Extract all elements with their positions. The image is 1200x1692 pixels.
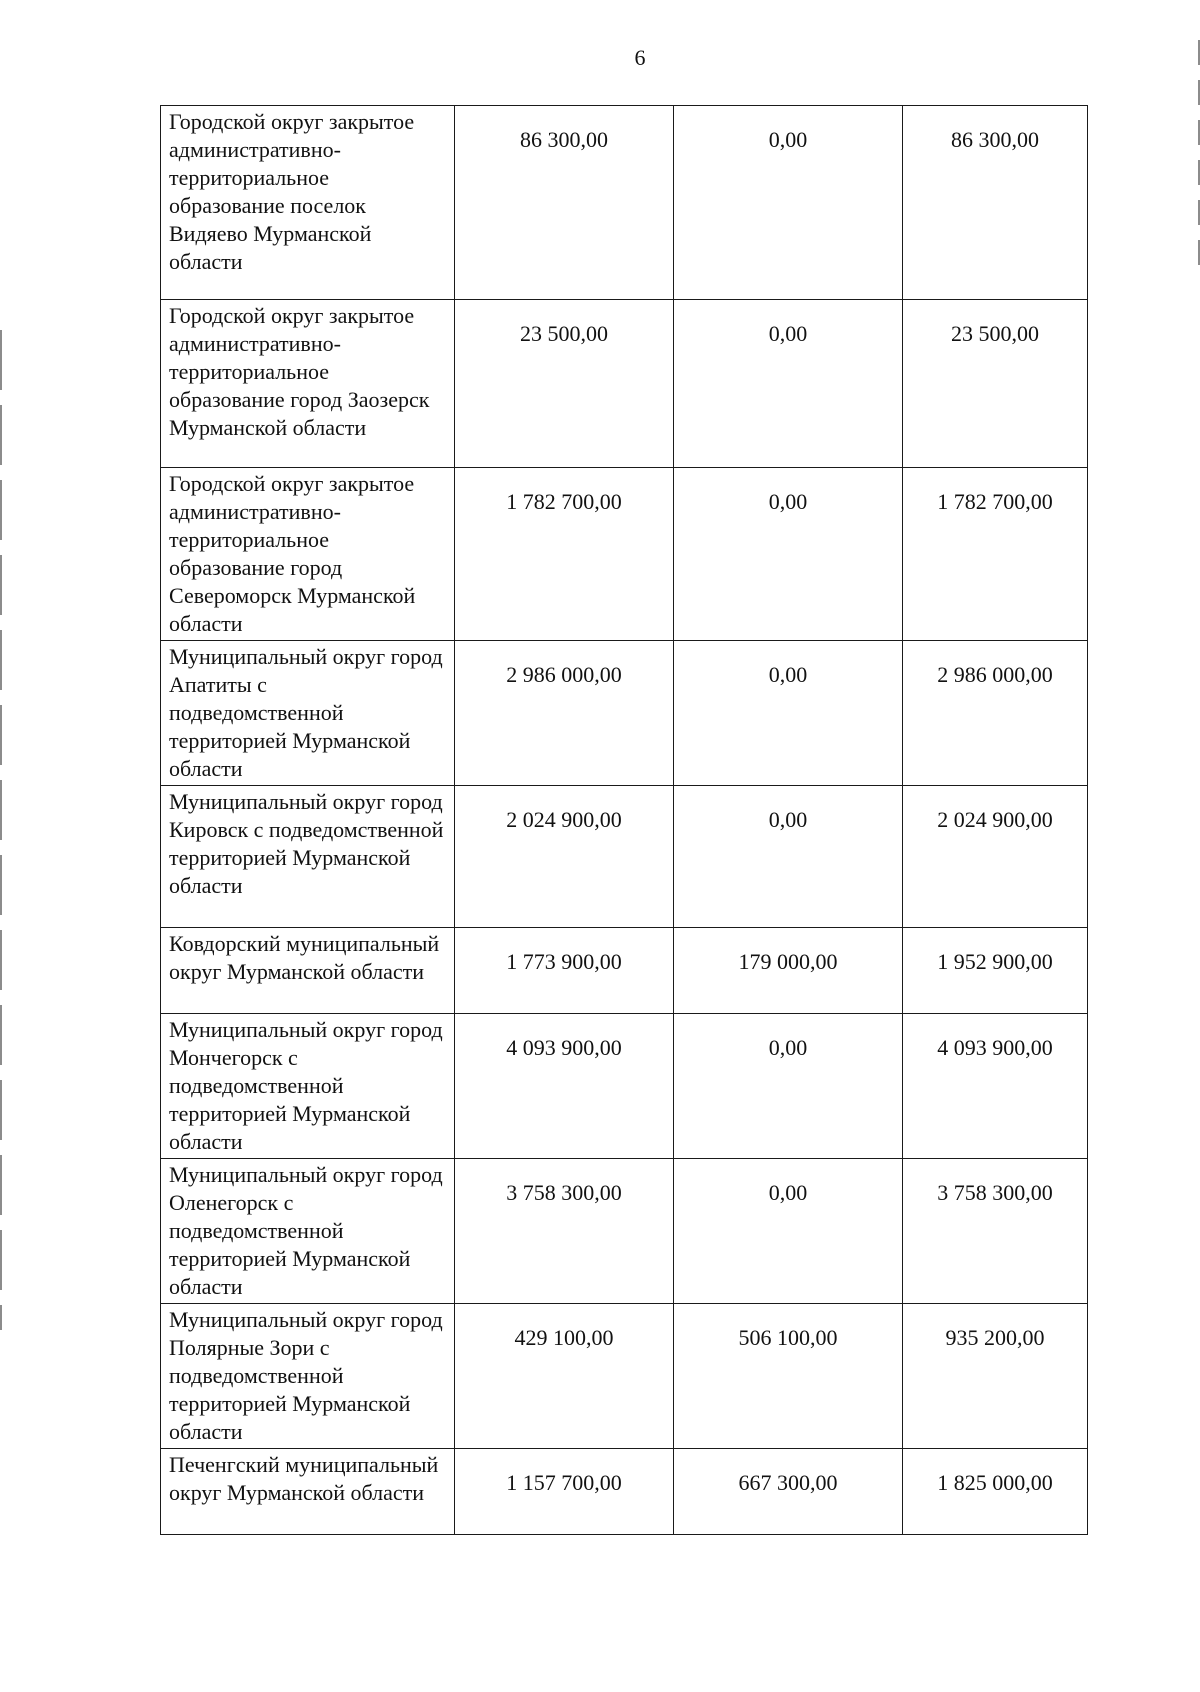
municipality-name: Городской округ закрытое административно-территориальное образование поселок Видяево Мурманской области bbox=[161, 106, 455, 300]
amount-cell-total: 23 500,00 bbox=[903, 300, 1088, 468]
amount-cell-1: 3 758 300,00 bbox=[455, 1159, 674, 1304]
municipality-name: Городской округ закрытое административно-территориальное образование город Североморск Мурманской области bbox=[161, 468, 455, 641]
table-row bbox=[161, 641, 1088, 786]
amount-cell-2: 0,00 bbox=[674, 1014, 903, 1159]
table-row bbox=[161, 1014, 1088, 1159]
table-row bbox=[161, 1159, 1088, 1304]
scan-edge-mark-left bbox=[0, 330, 2, 1330]
municipality-name: Муниципальный округ город Апатиты с подведомственной территорией Мурманской области bbox=[161, 641, 455, 786]
amount-cell-2: 0,00 bbox=[674, 468, 903, 641]
amount-cell-total: 4 093 900,00 bbox=[903, 1014, 1088, 1159]
municipality-name: Муниципальный округ город Полярные Зори с подведомственной территорией Мурманской области bbox=[161, 1304, 455, 1449]
page-number: 6 bbox=[634, 45, 646, 70]
amount-cell-1: 2 986 000,00 bbox=[455, 641, 674, 786]
amount-cell-1: 23 500,00 bbox=[455, 300, 674, 468]
amount-cell-1: 429 100,00 bbox=[455, 1304, 674, 1449]
table-row bbox=[161, 1304, 1088, 1449]
amount-cell-2: 0,00 bbox=[674, 1159, 903, 1304]
municipality-name: Городской округ закрытое административно-территориальное образование город Заозерск Мурманской области bbox=[161, 300, 455, 468]
amount-cell-total: 3 758 300,00 bbox=[903, 1159, 1088, 1304]
table-row bbox=[161, 786, 1088, 928]
municipality-name: Муниципальный округ город Кировск с подведомственной территорией Мурманской области bbox=[161, 786, 455, 928]
amount-cell-total: 2 024 900,00 bbox=[903, 786, 1088, 928]
table-row bbox=[161, 928, 1088, 1014]
amount-cell-total: 935 200,00 bbox=[903, 1304, 1088, 1449]
table-row bbox=[161, 468, 1088, 641]
amount-cell-1: 86 300,00 bbox=[455, 106, 674, 300]
amount-cell-2: 0,00 bbox=[674, 300, 903, 468]
amount-cell-1: 4 093 900,00 bbox=[455, 1014, 674, 1159]
table-row bbox=[161, 106, 1088, 300]
municipality-name: Печенгский муниципальный округ Мурманской области bbox=[161, 1449, 455, 1535]
amount-cell-total: 2 986 000,00 bbox=[903, 641, 1088, 786]
municipality-name: Ковдорский муниципальный округ Мурманской области bbox=[161, 928, 455, 1014]
amount-cell-2: 0,00 bbox=[674, 786, 903, 928]
table-row bbox=[161, 300, 1088, 468]
amount-cell-1: 1 782 700,00 bbox=[455, 468, 674, 641]
amount-cell-total: 86 300,00 bbox=[903, 106, 1088, 300]
allocation-table bbox=[160, 105, 1088, 1535]
amount-cell-1: 2 024 900,00 bbox=[455, 786, 674, 928]
amount-cell-2: 0,00 bbox=[674, 106, 903, 300]
amount-cell-2: 506 100,00 bbox=[674, 1304, 903, 1449]
amount-cell-1: 1 157 700,00 bbox=[455, 1449, 674, 1535]
municipality-name: Муниципальный округ город Оленегорск с подведомственной территорией Мурманской области bbox=[161, 1159, 455, 1304]
amount-cell-total: 1 825 000,00 bbox=[903, 1449, 1088, 1535]
amount-cell-2: 179 000,00 bbox=[674, 928, 903, 1014]
municipality-name: Муниципальный округ город Мончегорск с подведомственной территорией Мурманской области bbox=[161, 1014, 455, 1159]
amount-cell-total: 1 952 900,00 bbox=[903, 928, 1088, 1014]
amount-cell-total: 1 782 700,00 bbox=[903, 468, 1088, 641]
amount-cell-2: 667 300,00 bbox=[674, 1449, 903, 1535]
table-row bbox=[161, 1449, 1088, 1535]
amount-cell-1: 1 773 900,00 bbox=[455, 928, 674, 1014]
amount-cell-2: 0,00 bbox=[674, 641, 903, 786]
